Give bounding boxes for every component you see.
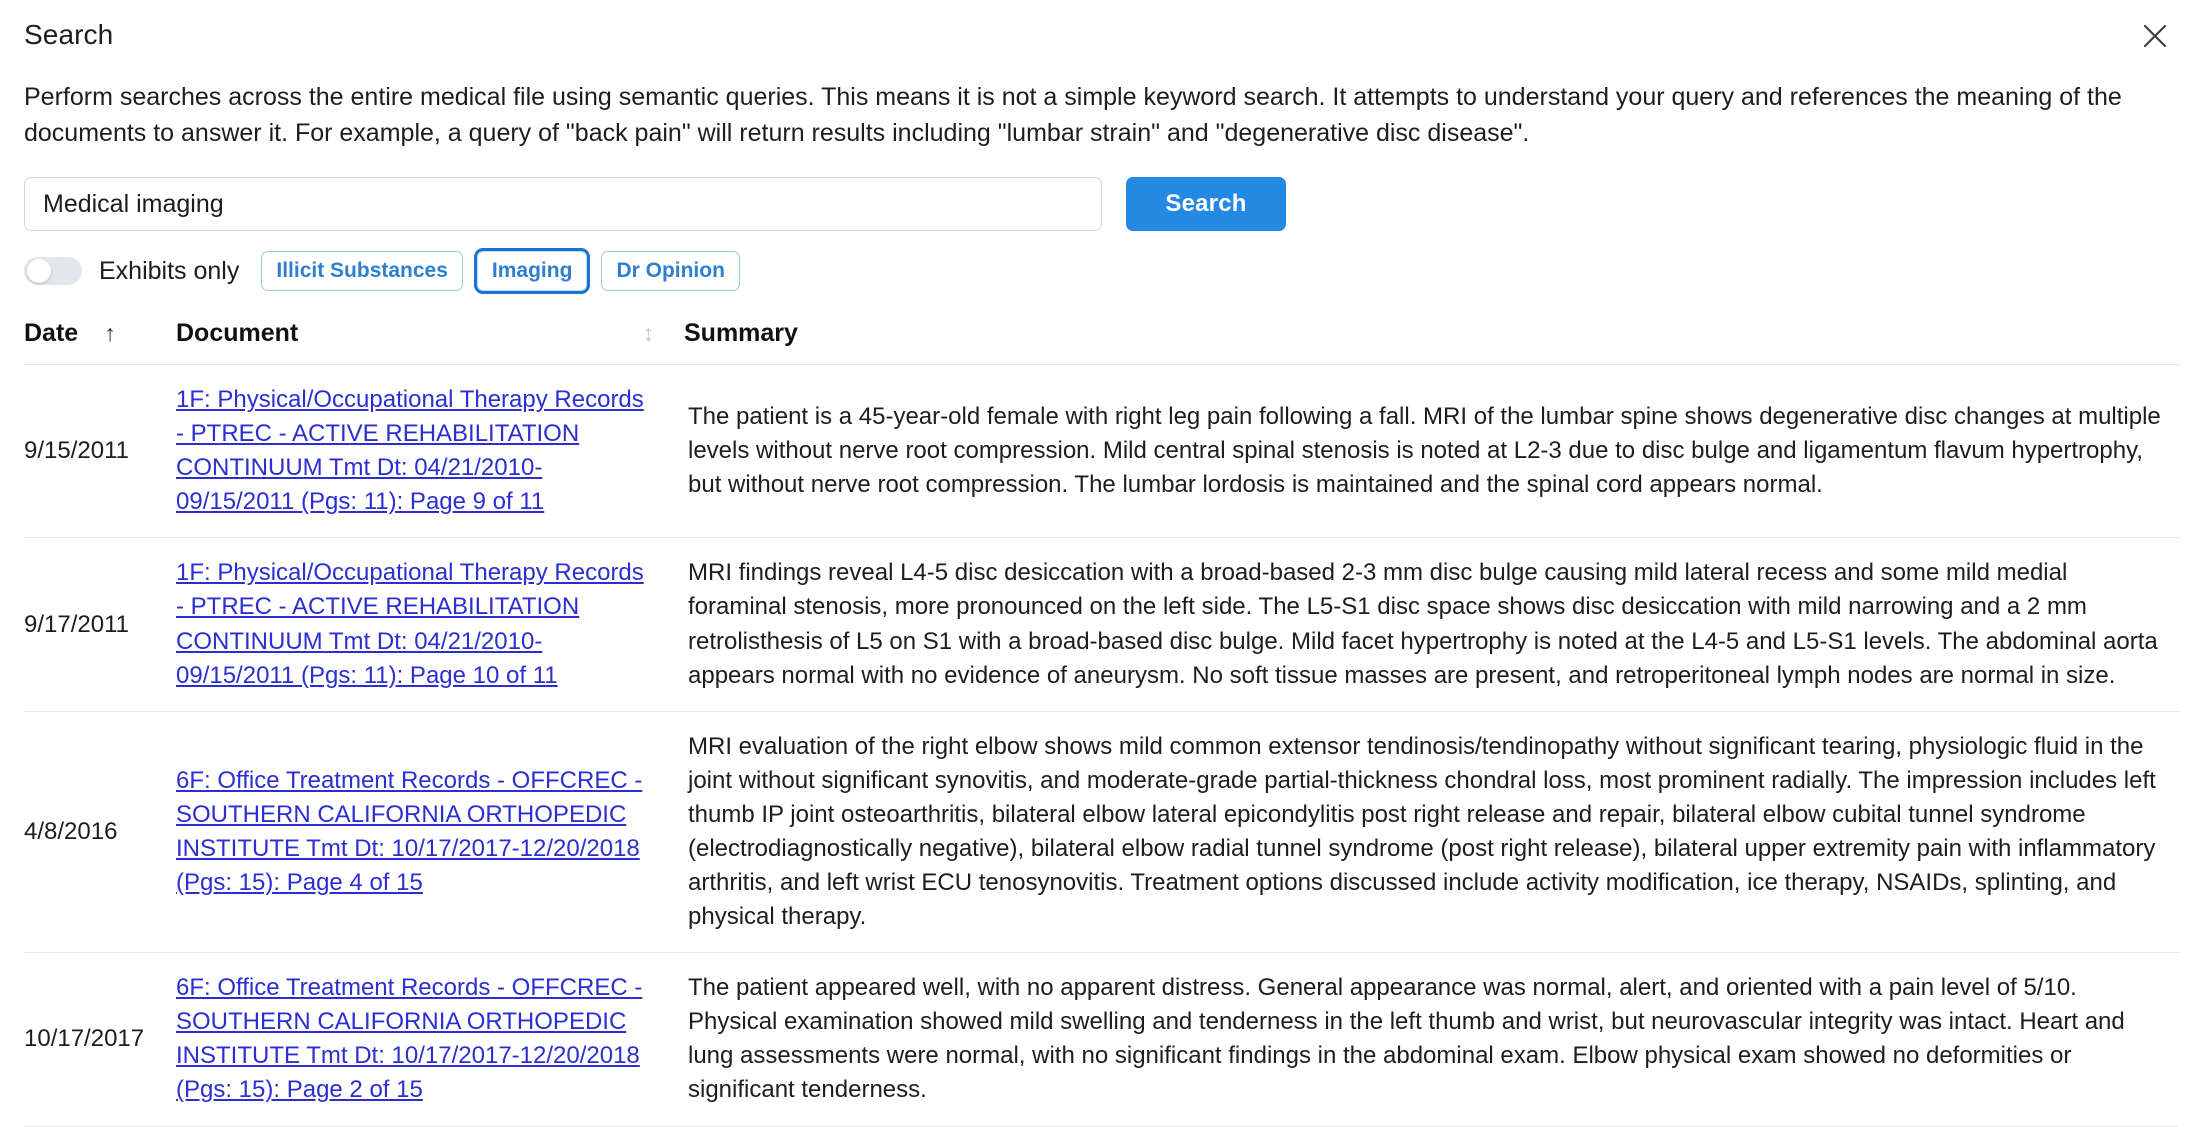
cell-document	[176, 953, 684, 1126]
arrow-up-icon[interactable]: ↑	[104, 320, 116, 347]
column-header-summary[interactable]	[684, 319, 2179, 365]
cell-summary: MRI evaluation of the right elbow shows mild common extensor tendinosis/tendinopathy without significant tearing, physiologic fluid in the joint without significant synovitis, and moderate-grade partial-thickness chondral loss, most prominent radially. The impression includes left thumb IP joint osteoarthritis, bilateral elbow lateral epicondylitis post right release and repair, bilateral elbow cubital tunnel syndrome (electrodiagnostically negative), bilateral elbow radial tunnel syndrome (post right release), bilateral upper extremity pain with inflammatory arthritis, and left wrist ECU tenosynovitis. Treatment options discussed include activity modification, ice therapy, NSAIDs, splinting, and physical therapy.	[684, 711, 2179, 952]
search-bar	[24, 177, 2179, 231]
exhibits-only-toggle[interactable]	[24, 257, 82, 285]
arrow-up-down-icon[interactable]: ↕	[642, 320, 654, 347]
panel-description: Perform searches across the entire medical file using semantic queries. This means it is not a simple keyword search. It attempts to understand your query and references the meaning of the documents to answer it. For example, a query of "back pain" will return results including "lumbar strain" and "degenerative disc disease".	[24, 83, 2122, 147]
cell-summary: The patient appeared well, with no apparent distress. General appearance was normal, alert, and oriented with a pain level of 5/10. Physical examination showed mild swelling and tenderness in the left thumb and wrist, but neurovascular integrity was intact. Heart and lung assessments were normal, with no significant findings in the abdominal exam. Elbow physical exam showed no deformities or significant tenderness.	[684, 953, 2179, 1126]
filter-bar	[24, 251, 2179, 291]
column-header-date[interactable]	[24, 319, 176, 365]
column-header-date-label: Date	[24, 319, 79, 348]
chip-illicit-substances[interactable]: Illicit Substances	[261, 251, 463, 291]
document-link[interactable]: 6F: Office Treatment Records - OFFCREC - SOUTHERN CALIFORNIA ORTHOPEDIC INSTITUTE Tmt Dt: 10/17/2017-12/20/2018 (Pgs: 15): Page 2 of 15	[176, 974, 643, 1104]
panel-header	[24, 0, 2179, 58]
cell-document	[176, 538, 684, 711]
column-header-summary-label: Summary	[684, 319, 798, 348]
table-row[interactable]	[24, 953, 2179, 1126]
cell-date: 9/17/2011	[24, 538, 176, 711]
column-header-document-label: Document	[176, 319, 299, 348]
cell-document	[176, 711, 684, 952]
close-icon[interactable]	[2133, 14, 2177, 58]
search-results-table	[24, 319, 2179, 1126]
document-link[interactable]: 1F: Physical/Occupational Therapy Records - PTREC - ACTIVE REHABILITATION CONTINUUM Tmt Dt: 04/21/2010-09/15/2011 (Pgs: 11): Page 10 of 11	[176, 559, 644, 689]
cell-date: 10/17/2017	[24, 953, 176, 1126]
cell-summary: The patient is a 45-year-old female with right leg pain following a fall. MRI of the lumbar spine shows degenerative disc changes at multiple levels without nerve root compression. Mild central spinal stenosis is noted at L2-3 due to disc bulge and ligamentum flavum hypertrophy, but without nerve root compression. The lumbar lordosis is maintained and the spinal cord appears normal.	[684, 365, 2179, 538]
table-row[interactable]	[24, 365, 2179, 538]
cell-date: 4/8/2016	[24, 711, 176, 952]
column-header-document[interactable]	[176, 319, 684, 365]
table-body	[24, 365, 2179, 1126]
cell-summary: MRI findings reveal L4-5 disc desiccation with a broad-based 2-3 mm disc bulge causing mild lateral recess and some mild medial foraminal stenosis, more pronounced on the left side. The L5-S1 disc space shows disc desiccation with mild narrowing and a 2 mm retrolisthesis of L5 on S1 with a broad-based disc bulge. Mild facet hypertrophy is noted at the L4-5 and L5-S1 levels. The abdominal aorta appears normal with no evidence of aneurysm. No soft tissue masses are present, and retroperitoneal lymph nodes are normal in size.	[684, 538, 2179, 711]
cell-date: 9/15/2011	[24, 365, 176, 538]
table-row[interactable]	[24, 711, 2179, 952]
cell-document	[176, 365, 684, 538]
document-link[interactable]: 6F: Office Treatment Records - OFFCREC - SOUTHERN CALIFORNIA ORTHOPEDIC INSTITUTE Tmt Dt: 10/17/2017-12/20/2018 (Pgs: 15): Page 4 of 15	[176, 766, 643, 897]
table-header-row	[24, 319, 2179, 365]
exhibits-only-label: Exhibits only	[99, 256, 240, 285]
table-row[interactable]	[24, 538, 2179, 711]
search-input[interactable]	[24, 177, 1102, 231]
chip-imaging[interactable]: Imaging	[477, 251, 588, 291]
filter-chips	[261, 251, 740, 291]
page-title: Search	[24, 19, 114, 50]
chip-dr-opinion[interactable]: Dr Opinion	[601, 251, 740, 291]
document-link[interactable]: 1F: Physical/Occupational Therapy Records - PTREC - ACTIVE REHABILITATION CONTINUUM Tmt Dt: 04/21/2010-09/15/2011 (Pgs: 11): Page 9 of 11	[176, 386, 644, 516]
search-button[interactable]: Search	[1126, 177, 1286, 231]
toggle-knob	[27, 259, 51, 283]
